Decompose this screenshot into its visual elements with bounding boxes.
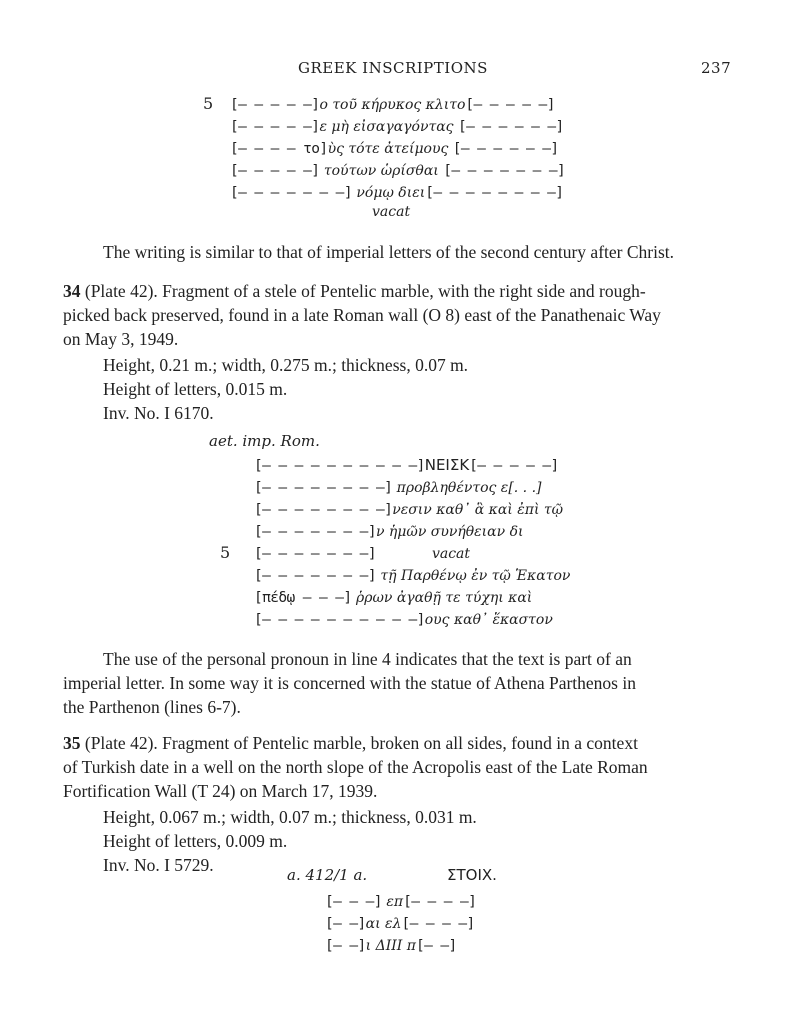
greek-text: προβληθέντος ε[. . .] — [392, 480, 542, 496]
inscription-line — [254, 565, 570, 584]
bracket-left: [– – – – – – –] — [230, 185, 352, 201]
bracket-left: [– – – – – – – – – –] — [254, 612, 425, 628]
bracket-left: [– – –] — [325, 894, 382, 910]
date-label: aet. imp. Rom. — [209, 432, 320, 450]
inventory-number: Inv. No. I 5729. — [103, 855, 214, 875]
dimensions: Height, 0.067 m.; width, 0.07 m.; thickness, 0.031 m. — [103, 807, 477, 827]
inscription-line — [230, 94, 555, 113]
bracket-left: [– – – – –] — [230, 119, 320, 135]
letter-height: Height of letters, 0.009 m. — [103, 831, 288, 851]
running-title: GREEK INSCRIPTIONS — [298, 59, 488, 77]
item-heading-line — [63, 731, 638, 755]
bracket-right: [– – – –] — [401, 916, 475, 932]
item-heading-line: Fortification Wall (T 24) on March 17, 1939. — [63, 781, 378, 801]
inscription-line — [325, 891, 476, 910]
inscription-line — [254, 499, 563, 518]
inscription-line — [254, 587, 532, 606]
greek-text: επ — [381, 894, 404, 910]
greek-text: ῥρων ἀγαθῇ τε τύχηι καὶ — [351, 590, 533, 606]
greek-text: ο τοῦ κήρυκος κλιτο — [319, 97, 466, 113]
dimensions: Height, 0.21 m.; width, 0.275 m.; thickness, 0.07 m. — [103, 355, 469, 375]
inscription-line — [254, 609, 553, 628]
greek-text: ὺς τότε ἀτείμους — [327, 141, 453, 157]
bracket-right: [– – – –] — [403, 894, 477, 910]
commentary-line: imperial letter. In some way it is concerned with the statue of Athena Parthenos in — [63, 673, 636, 693]
bracket-right: [– – – – – – – –] — [425, 185, 564, 201]
page-number: 237 — [701, 59, 732, 77]
bracket-right: [– – – – – –] — [457, 119, 564, 135]
line-number: 5 — [203, 94, 214, 113]
inscription-line — [325, 913, 475, 932]
bracket-left: [– – – – – – –] — [254, 524, 376, 540]
greek-text: αι ελ — [365, 916, 402, 932]
inscription-line — [254, 455, 559, 474]
inscription-line — [254, 521, 524, 540]
heading-text: (Plate 42). Fragment of a stele of Pentelic marble, with the right side and rough- — [84, 281, 646, 301]
bracket-left: [πέδῳ – – –] — [254, 590, 352, 606]
bracket-right: [– – – – –] — [465, 97, 555, 113]
bracket-left: [– – – – – – – – – –] — [254, 458, 425, 474]
inscription-line — [230, 116, 564, 135]
greek-text: νόμῳ διει — [351, 185, 426, 201]
commentary-line: the Parthenon (lines 6-7). — [63, 697, 241, 717]
bracket-left: [– – – – – – – –] — [254, 480, 393, 496]
item-number: 35 — [63, 733, 81, 753]
bracket-left: [– – – – το] — [230, 141, 328, 157]
item-heading-line: on May 3, 1949. — [63, 329, 179, 349]
inscription-line — [254, 477, 542, 496]
letter-height: Height of letters, 0.015 m. — [103, 379, 288, 399]
item-heading-line — [63, 279, 646, 303]
bracket-right: [– –] — [415, 938, 457, 954]
bracket-left: [– – – – – – – –] — [254, 502, 393, 518]
commentary-line: The use of the personal pronoun in line 4 indicates that the text is part of an — [103, 649, 632, 669]
bracket-right: [– – – – – – –] — [443, 163, 566, 179]
bracket-right: [– – – – – –] — [452, 141, 559, 157]
vacat-label: vacat — [431, 546, 471, 562]
bracket-left: [– – – – –] — [230, 97, 320, 113]
item-heading-line: of Turkish date in a well on the north slope of the Acropolis east of the Late Roman — [63, 757, 648, 777]
inscription-line — [325, 935, 457, 954]
heading-text: (Plate 42). Fragment of Pentelic marble, broken on all sides, found in a context — [84, 733, 638, 753]
bracket-left: [– – – – –] — [230, 163, 320, 179]
greek-text: ι ΔΙΙΙ π — [365, 938, 416, 954]
inscription-line — [230, 182, 563, 201]
stoichedon-label: ΣΤΟΙΧ. — [447, 866, 497, 884]
greek-text: τῇ Παρθένῳ ἐν τῷ Ἑκατον — [375, 568, 571, 584]
greek-text: ν ἡμῶν συνήθειαν δι — [375, 524, 524, 540]
bracket-left: [– –] — [325, 938, 366, 954]
item-heading-line: picked back preserved, found in a late Roman wall (O 8) east of the Panathenaic Way — [63, 305, 661, 325]
item-number: 34 — [63, 281, 81, 301]
inscription-line — [254, 543, 470, 562]
bracket-left: [– – – – – – –] — [254, 546, 376, 562]
bracket-left: [– – – – – – –] — [254, 568, 376, 584]
greek-text: ε μὴ εἰσαγαγόντας — [319, 119, 458, 135]
inscription-line — [230, 138, 558, 157]
greek-text: ους καθ᾽ ἕκαστον — [424, 612, 553, 628]
date-label: a. 412/1 a. — [287, 866, 368, 884]
vacat-label: vacat — [372, 204, 411, 220]
greek-text: νεσιν καθ᾽ ἃ καὶ ἐπὶ τῷ — [392, 502, 564, 518]
bracket-left: [– –] — [325, 916, 366, 932]
greek-text: ΝΕΙΣΚ — [424, 456, 470, 474]
commentary-33: The writing is similar to that of imperial letters of the second century after Christ. — [103, 242, 675, 262]
bracket-right: [– – – – –] — [469, 458, 559, 474]
inventory-number: Inv. No. I 6170. — [103, 403, 214, 423]
inscription-line — [230, 160, 565, 179]
greek-text: τούτων ὡρίσθαι — [319, 163, 444, 179]
line-number: 5 — [220, 543, 231, 562]
